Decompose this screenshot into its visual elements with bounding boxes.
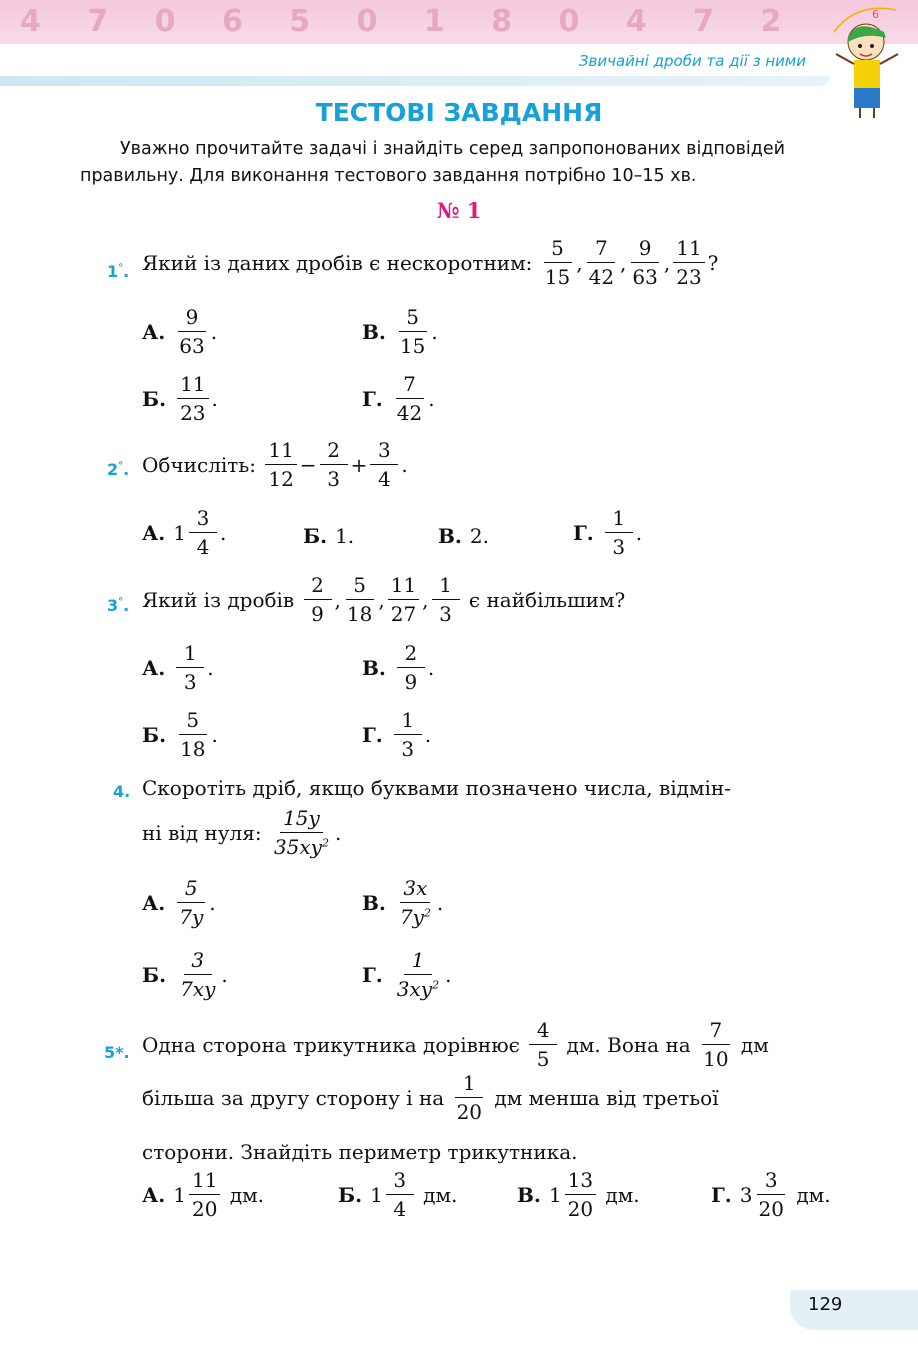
- task-2-answer-g[interactable]: Г. $\frac{1}{3}$ .: [573, 506, 643, 559]
- task-1-num: 1: [107, 262, 119, 281]
- task-3-answer-g[interactable]: Г. $\frac{1}{3}$ .: [362, 708, 432, 761]
- fraction: $\frac{7}{42}$: [588, 236, 615, 289]
- task-1-mark: °: [118, 262, 124, 274]
- task-3-question: Який із дробів $\frac{2}{9}$ , $\frac{5}{18}$ , $\frac{11}{27}$ , $\frac{1}{3}$ є найбільшим?: [142, 573, 626, 626]
- task-4-text-line2: ні від нуля: $\frac{15y}{35xy^2}$ .: [142, 806, 342, 859]
- task-1-number: 1°.: [107, 262, 130, 281]
- task-3-number: 3°.: [107, 596, 130, 615]
- task-4-number: 4.: [113, 782, 131, 801]
- header-decor-glyphs: 4 7 0 6 5 0 1 8 0 4 7 2: [20, 4, 800, 39]
- instructions-text: Уважно прочитайте задачі і знайдіть серед запропонованих відповідей правильну. Для виконання тестового завдання потрібно 10–15 хв.: [80, 139, 785, 186]
- task-5-answer-a[interactable]: А. 1 $\frac{11}{20}$ дм.: [142, 1168, 265, 1221]
- fraction: $\frac{11}{23}$: [673, 238, 704, 287]
- task-3-answer-v[interactable]: В. $\frac{2}{9}$ .: [362, 641, 435, 694]
- task-1-answer-a[interactable]: А. $\frac{9}{63}$ .: [142, 305, 218, 358]
- task-5-answer-g[interactable]: Г. 3 $\frac{3}{20}$ дм.: [711, 1168, 831, 1221]
- task-3-answer-a[interactable]: А. $\frac{1}{3}$ .: [142, 641, 214, 694]
- task-1-answer-g[interactable]: Г. $\frac{7}{42}$ .: [362, 372, 435, 425]
- task-5-answer-b[interactable]: Б. 1 $\frac{3}{4}$ дм.: [338, 1168, 458, 1221]
- task-2-answer-v[interactable]: В. 2.: [438, 524, 489, 548]
- page-number: 129: [808, 1294, 843, 1315]
- variant-number: № 1: [436, 198, 482, 223]
- task-1-answer-b[interactable]: Б. $\frac{11}{23}$ .: [142, 372, 218, 425]
- task-5-line1: Одна сторона трикутника дорівнює $\frac{4}{5}$ дм. Вона на $\frac{7}{10}$ дм: [142, 1018, 769, 1071]
- task-4-text-line1: Скоротіть дріб, якщо буквами позначено числа, відмін-: [142, 776, 732, 800]
- task-2-answer-b[interactable]: Б. 1.: [303, 524, 355, 548]
- task-4-answer-a[interactable]: А. $\frac{5}{7y}$ .: [142, 876, 216, 929]
- task-3-answer-b[interactable]: Б. $\frac{5}{18}$ .: [142, 708, 218, 761]
- task-5-line2: більша за другу сторону і на $\frac{1}{20}$ дм менша від третьої: [142, 1071, 719, 1124]
- task-5-line3: сторони. Знайдіть периметр трикутника.: [142, 1140, 578, 1164]
- task-4-answer-v[interactable]: В. $\frac{3x}{7y^2}$ .: [362, 876, 444, 929]
- page-title: ТЕСТОВІ ЗАВДАННЯ: [315, 98, 603, 127]
- task-5-number: 5*.: [104, 1043, 130, 1062]
- task-1-answer-v[interactable]: В. $\frac{5}{15}$ .: [362, 305, 438, 358]
- task-1-text: Який із даних дробів є нескоротним:: [142, 250, 533, 275]
- task-5-answer-v[interactable]: В. 1 $\frac{13}{20}$ дм.: [517, 1168, 640, 1221]
- svg-text:6: 6: [872, 8, 879, 21]
- instructions: [80, 136, 850, 190]
- task-1-question: Який із даних дробів є нескоротним: $\frac{5}{15}$ , $\frac{7}{42}$ , $\frac{9}{63}$ , $\frac{11}{23}$ ?: [142, 236, 719, 289]
- task-4-answer-b[interactable]: Б. $\frac{3}{7xy}$ .: [142, 948, 228, 1001]
- task-2-question: Обчисліть: $\frac{11}{12}$ − $\frac{2}{3}$ + $\frac{3}{4}$ .: [142, 438, 408, 491]
- task-2-answer-a[interactable]: А. 1 $\frac{3}{4}$ .: [142, 506, 227, 559]
- header-shadow: [0, 76, 830, 86]
- fraction: $\frac{9}{63}$: [632, 236, 658, 289]
- chapter-title: Звичайні дроби та дії з ними: [578, 52, 806, 70]
- task-2-number: 2°.: [107, 460, 130, 479]
- fraction: $\frac{5}{15}$: [544, 236, 571, 289]
- task-4-answer-g[interactable]: Г. $\frac{1}{3xy^2}$ .: [362, 948, 452, 1001]
